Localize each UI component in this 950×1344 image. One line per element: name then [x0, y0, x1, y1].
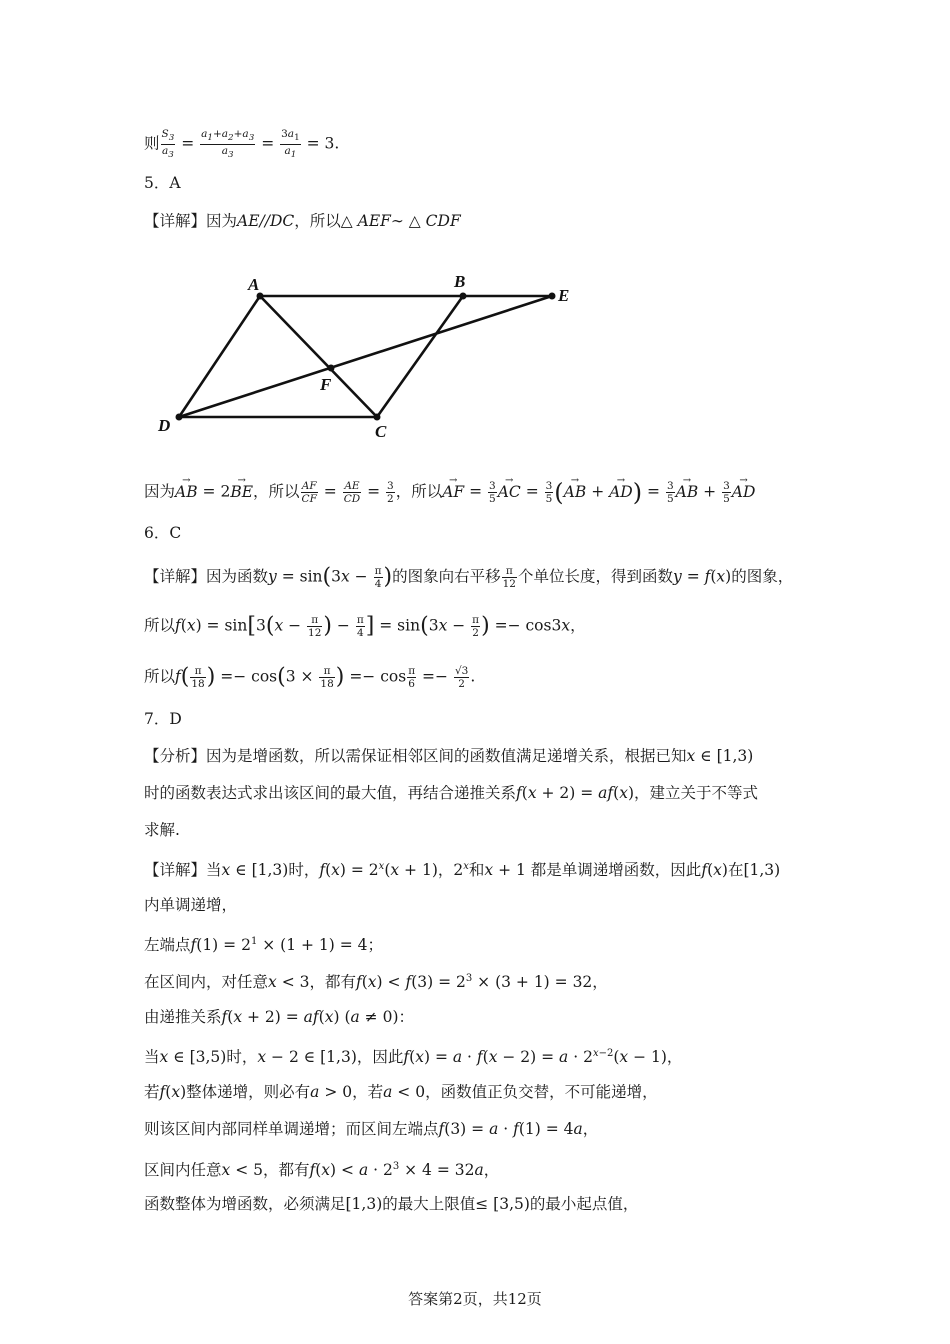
text: 则	[144, 134, 160, 153]
text: ，函数值正负交替，不可能递增，	[425, 1083, 658, 1101]
fraction: $\frac{√3}{2}$	[454, 665, 469, 690]
line-cb	[377, 296, 463, 417]
text-line-ratio: 则 $\frac{S_3}{a_3}$ = $\frac{a_1+a_2+a_3}{a_3}$ = $\frac{3a_1}{a_1}$ = 3.	[144, 128, 340, 161]
text: 当	[144, 1048, 160, 1067]
fraction: $\frac{\pi}{4}$	[374, 565, 382, 590]
question-7-answer: 7．D	[144, 710, 182, 728]
text: 时的函数表达式求出该区间的最大值，再结合递推关系	[144, 784, 517, 802]
detail-7-line-10: 函数整体为增函数，必须满足[1,3)的最大上限值≤ [3,5)的最小起点值，	[144, 1195, 639, 1213]
label-e: E	[558, 286, 570, 305]
line-ad	[179, 296, 260, 417]
text: 【详解】当	[144, 861, 222, 880]
text: 【详解】因为	[144, 212, 238, 230]
point-f	[328, 365, 335, 372]
detail-7-line-7: 若f(x)整体递增，则必有a > 0，若a < 0，函数值正负交替，不可能递增，	[144, 1083, 658, 1101]
text: 由递推关系	[144, 1008, 222, 1026]
fraction: $\frac{a_1+a_2+a_3}{a_3}$	[201, 128, 255, 161]
text: 则该区间内部同样单调递增；而区间左端点	[144, 1120, 439, 1138]
text: ，所以△	[294, 212, 353, 230]
detail-7-line-1: 【详解】当x ∈ [1,3)时，$f(x) = 2^x(x + 1)$，2$^x$和x + 1 都是单调递增函数，因此f(x)在[1,3)	[144, 861, 781, 880]
math: AE//DC	[237, 212, 295, 230]
text: 左端点	[144, 936, 191, 955]
question-6-answer: 6．C	[144, 524, 182, 542]
detail-7-line-5: 由递推关系f(x + 2) = af(x) (a ≠ 0)：	[144, 1008, 415, 1026]
fraction: $\frac{3}{5}$	[489, 480, 496, 505]
text: 若	[144, 1083, 160, 1101]
text: 整体递增，则必有	[186, 1083, 311, 1101]
detail-7-line-2: 内单调递增，	[144, 896, 238, 914]
text: ，建立关于不等式	[634, 784, 759, 802]
text: 所以	[144, 616, 176, 635]
fraction: $\frac{3}{2}$	[387, 480, 394, 505]
text: ，都有	[309, 973, 356, 992]
fraction: $\frac{\pi}{18}$	[191, 665, 205, 690]
text: 在[1,3)	[727, 861, 781, 880]
parallelogram-diagram	[150, 265, 590, 445]
text: ，所以	[253, 482, 300, 501]
text: 时，	[226, 1048, 258, 1067]
text: ，因此	[356, 1048, 404, 1067]
analysis-7-line-3: 求解.	[144, 821, 180, 839]
label-c: C	[375, 422, 387, 441]
text: ，所以	[395, 482, 443, 501]
fraction: $\frac{\pi}{12}$	[502, 565, 516, 590]
detail-7-line-9: 区间内任意x < 5，都有$f(x) < a \cdot 2^3 \times 4 = 32a$，	[144, 1161, 500, 1180]
text: 区间内任意	[144, 1161, 222, 1180]
text: 个单位长度，得到函数	[517, 567, 673, 586]
text: 所以	[144, 667, 176, 686]
analysis-7-line-1: 【分析】因为是增函数，所以需保证相邻区间的函数值满足递增关系，根据已知x ∈ [1,3)	[144, 747, 754, 765]
text: 【详解】因为函数	[144, 567, 269, 586]
fraction: $\frac{AF}{CF}$	[301, 480, 317, 505]
fraction: $\frac{3a_1}{a_1}$	[281, 128, 300, 161]
text: 【分析】因为是增函数，所以需保证相邻区间的函数值满足递增关系，根据已知	[144, 747, 687, 765]
detail-5-vectors: 因为→ AB = 2→ BE，所以 $\frac{AF}{CF}$ = $\frac{AE}{CD}$ = $\frac{3}{2}$ ，所以→ AF = $\frac{3}{5}$ → AC = $\frac{3}{5}$ (→ AB + → AD) = $\frac{3}{5}$ → AB + $\frac{3}{5}$ → AD	[144, 480, 755, 505]
fraction: $\frac{3}{5}$	[723, 480, 730, 505]
text: 在区间内，对任意	[144, 973, 269, 992]
text: 都是单调递增函数，因此	[530, 861, 702, 880]
text: 和	[468, 861, 485, 880]
detail-6-value: 所以f( $\frac{\pi}{18}$ ) =− cos(3 × $\frac{\pi}{18}$ ) =− cos $\frac{\pi}{6}$ =− $\frac{√3}{2}$ .	[144, 664, 476, 690]
detail-7-line-3: 左端点$f(1) = 2^1 \times (1 + 1) = 4$；	[144, 936, 384, 955]
fraction: $\frac{3}{5}$	[545, 480, 553, 505]
fraction: $\frac{\pi}{4}$	[356, 614, 364, 639]
text: 的图象，	[731, 567, 794, 586]
point-c	[374, 414, 381, 421]
analysis-7-line-2: 时的函数表达式求出该区间的最大值，再结合递推关系f(x + 2) = af(x)，建立关于不等式	[144, 784, 759, 802]
label-d: D	[158, 416, 171, 435]
point-e	[549, 293, 556, 300]
detail-5: 【详解】因为AE//DC，所以△ AEF∼ △ CDF	[144, 212, 461, 230]
text: = 3.	[306, 134, 340, 153]
point-b	[460, 293, 467, 300]
text: ，若	[352, 1083, 384, 1101]
math: CDF	[425, 212, 461, 230]
detail-7-line-8: 则该区间内部同样单调递增；而区间左端点f(3) = a · f(1) = 4a，	[144, 1120, 599, 1138]
text: 时，	[288, 861, 320, 880]
label-a: A	[248, 275, 260, 294]
label-b: B	[454, 272, 466, 291]
text: 的图象向右平移	[392, 567, 501, 586]
page-footer: 答案第2页，共12页	[408, 1290, 542, 1308]
detail-6: 【详解】因为函数y = sin(3x − $\frac{\pi}{4}$ )的图象向右平移 $\frac{\pi}{12}$ 个单位长度，得到函数y = f(x)的图象，	[144, 564, 794, 590]
fraction: $\frac{\pi}{12}$	[308, 614, 322, 639]
fraction: $\frac{\pi}{2}$	[472, 614, 480, 639]
detail-7-line-4: 在区间内，对任意x < 3，都有$f(x) < f(3) = 2^3 \times (3 + 1) = 32$，	[144, 973, 608, 992]
line-de	[179, 296, 552, 417]
text: ，都有	[262, 1161, 310, 1180]
question-5-answer: 5．A	[144, 174, 181, 192]
fraction: $\frac{AE}{CD}$	[343, 480, 361, 505]
line-ac	[260, 296, 377, 417]
fraction: $\frac{3}{5}$	[666, 480, 674, 505]
fraction: $\frac{\pi}{18}$	[320, 665, 334, 690]
detail-7-line-6: 当x ∈ [3,5)时，x − 2 ∈ [1,3)，因此$f(x) = a \cdot f(x - 2) = a \cdot 2^{x-2}(x - 1)$，	[144, 1048, 683, 1067]
fraction: $\frac{\pi}{6}$	[408, 665, 416, 690]
fraction: $\frac{S_3}{a_3}$	[161, 128, 175, 161]
detail-6-fx: 所以f(x) = sin[3(x − $\frac{\pi}{12}$ ) − $\frac{\pi}{4}$ ] = sin(3x − $\frac{\pi}{2}$ ) =− cos3x，	[144, 613, 586, 639]
math: AEF	[357, 212, 391, 230]
label-f: F	[320, 375, 332, 394]
point-d	[176, 414, 183, 421]
text: 因为	[144, 482, 176, 501]
